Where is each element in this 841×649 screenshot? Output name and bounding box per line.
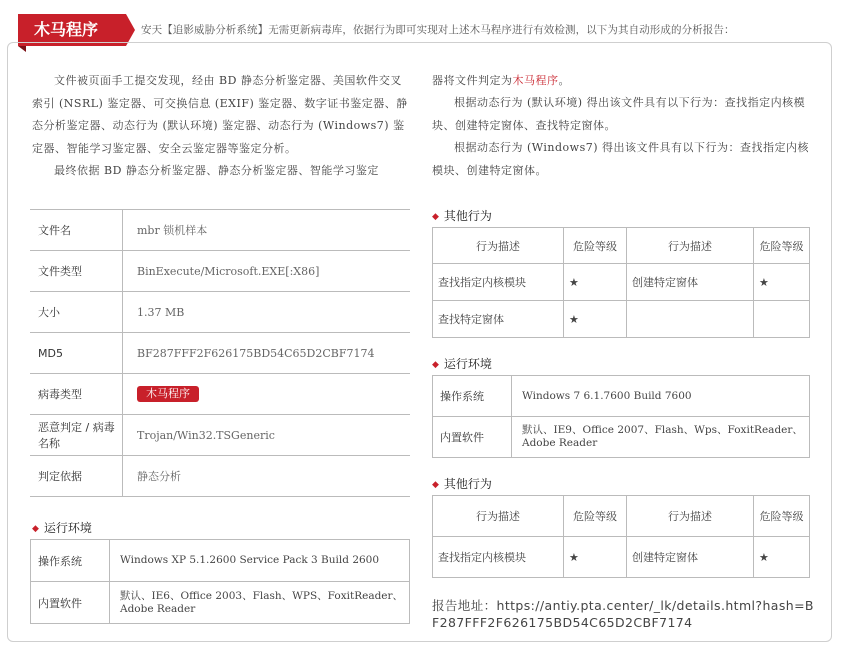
- trojan-tag: 木马程序: [18, 14, 126, 46]
- info-key: 文件名: [30, 210, 123, 251]
- left-env-table: [30, 539, 410, 624]
- danger-level: [754, 301, 810, 338]
- bullet-icon: ◆: [32, 524, 39, 534]
- section-title-text: 运行环境: [443, 357, 492, 371]
- danger-level: ★: [564, 301, 627, 338]
- column-header: 危险等级: [754, 496, 810, 537]
- table-row: [433, 496, 810, 537]
- column-header: 行为描述: [433, 228, 564, 264]
- intro-paragraph-2: 最终依据 BD 静态分析鉴定器、静态分析鉴定器、智能学习鉴定: [54, 164, 379, 177]
- right-behavior-title-1: [432, 207, 492, 224]
- env-value: 默认、IE6、Office 2003、Flash、WPS、FoxitReader、Adobe Reader: [110, 582, 410, 624]
- verdict-suffix: 。: [558, 74, 570, 87]
- column-header: 危险等级: [564, 228, 627, 264]
- info-value: [123, 374, 411, 415]
- column-header: 危险等级: [564, 496, 627, 537]
- intro-paragraph-1: 文件被页面手工提交发现，经由 BD 静态分析鉴定器、美国软件交叉索引 (NSRL) 鉴定器、可交换信息 (EXIF) 鉴定器、数字证书鉴定器、静态分析鉴定器、动态行为 (默认环境) 鉴定器、动态行为 (Windows7) 鉴定器、智能学习鉴定器、安全云鉴定器等鉴定分析。: [32, 74, 408, 155]
- table-row: [433, 264, 810, 301]
- column-header: 危险等级: [754, 228, 810, 264]
- column-header: 行为描述: [627, 228, 754, 264]
- table-row: [433, 537, 810, 578]
- table-row: [433, 228, 810, 264]
- danger-level: ★: [754, 264, 810, 301]
- intro-paragraph-4: 根据动态行为 (Windows7) 得出该文件具有以下行为：查找指定内核模块、创建特定窗体。: [432, 141, 810, 177]
- behavior-cell: [627, 301, 754, 338]
- virus-type-badge: 木马程序: [137, 386, 199, 402]
- table-row: [31, 540, 410, 582]
- table-row: [433, 301, 810, 338]
- danger-level: ★: [564, 264, 627, 301]
- behavior-cell: 创建特定窗体: [627, 264, 754, 301]
- env-key: 内置软件: [31, 582, 110, 624]
- table-row: [30, 210, 410, 251]
- behavior-cell: 查找指定内核模块: [433, 264, 564, 301]
- info-value: 1.37 MB: [123, 292, 411, 333]
- file-info-table: [30, 209, 410, 497]
- behavior-cell: 创建特定窗体: [627, 537, 754, 578]
- table-row: [30, 251, 410, 292]
- header-description: 安天【追影威胁分析系统】无需更新病毒库，依据行为即可实现对上述木马程序进行有效检测，以下为其自动形成的分析报告：: [141, 24, 735, 36]
- section-title-text: 运行环境: [43, 521, 92, 535]
- env-key: 操作系统: [433, 376, 512, 417]
- table-row: [30, 456, 410, 497]
- info-key: 判定依据: [30, 456, 123, 497]
- behavior-cell: 查找指定内核模块: [433, 537, 564, 578]
- report-url[interactable]: 报告地址：https://antiy.pta.center/_lk/details.html?hash=BF287FFF2F626175BD54C65D2CBF7174: [432, 598, 814, 630]
- intro-verdict: [432, 70, 810, 93]
- table-row: [31, 582, 410, 624]
- info-key: 恶意判定 / 病毒名称: [30, 415, 123, 456]
- bullet-icon: ◆: [432, 480, 439, 490]
- danger-level: ★: [754, 537, 810, 578]
- verdict-highlight: 木马程序: [512, 74, 559, 87]
- left-env-title: [32, 519, 92, 536]
- column-header: 行为描述: [433, 496, 564, 537]
- section-title-text: 其他行为: [443, 477, 492, 491]
- right-env-table: [432, 375, 810, 458]
- table-row: [30, 374, 410, 415]
- env-value: Windows 7 6.1.7600 Build 7600: [512, 376, 810, 417]
- danger-level: ★: [564, 537, 627, 578]
- info-key: 大小: [30, 292, 123, 333]
- table-row: [30, 415, 410, 456]
- right-behavior-title-2: [432, 475, 492, 492]
- table-row: [433, 376, 810, 417]
- info-value: Trojan/Win32.TSGeneric: [123, 415, 411, 456]
- behavior-table-1: [432, 227, 810, 338]
- verdict-prefix: 器将文件判定为: [432, 74, 513, 87]
- intro-paragraph-3: 根据动态行为 (默认环境) 得出该文件具有以下行为：查找指定内核模块、创建特定窗体、查找特定窗体。: [432, 96, 806, 132]
- section-title-text: 其他行为: [443, 209, 492, 223]
- right-env-title: [432, 355, 492, 372]
- bullet-icon: ◆: [432, 360, 439, 370]
- info-value: mbr 锁机样本: [123, 210, 411, 251]
- behavior-table-2: [432, 495, 810, 578]
- table-row: [433, 417, 810, 458]
- info-key: 病毒类型: [30, 374, 123, 415]
- table-row: [30, 333, 410, 374]
- env-value: Windows XP 5.1.2600 Service Pack 3 Build 2600: [110, 540, 410, 582]
- env-key: 内置软件: [433, 417, 512, 458]
- column-header: 行为描述: [627, 496, 754, 537]
- env-key: 操作系统: [31, 540, 110, 582]
- bullet-icon: ◆: [432, 212, 439, 222]
- table-row: [30, 292, 410, 333]
- info-value: BinExecute/Microsoft.EXE[:X86]: [123, 251, 411, 292]
- info-value: 静态分析: [123, 456, 411, 497]
- env-value: 默认、IE9、Office 2007、Flash、Wps、FoxitReader、Adobe Reader: [512, 417, 810, 458]
- info-value: BF287FFF2F626175BD54C65D2CBF7174: [123, 333, 411, 374]
- info-key: 文件类型: [30, 251, 123, 292]
- info-key: MD5: [30, 333, 123, 374]
- behavior-cell: 查找特定窗体: [433, 301, 564, 338]
